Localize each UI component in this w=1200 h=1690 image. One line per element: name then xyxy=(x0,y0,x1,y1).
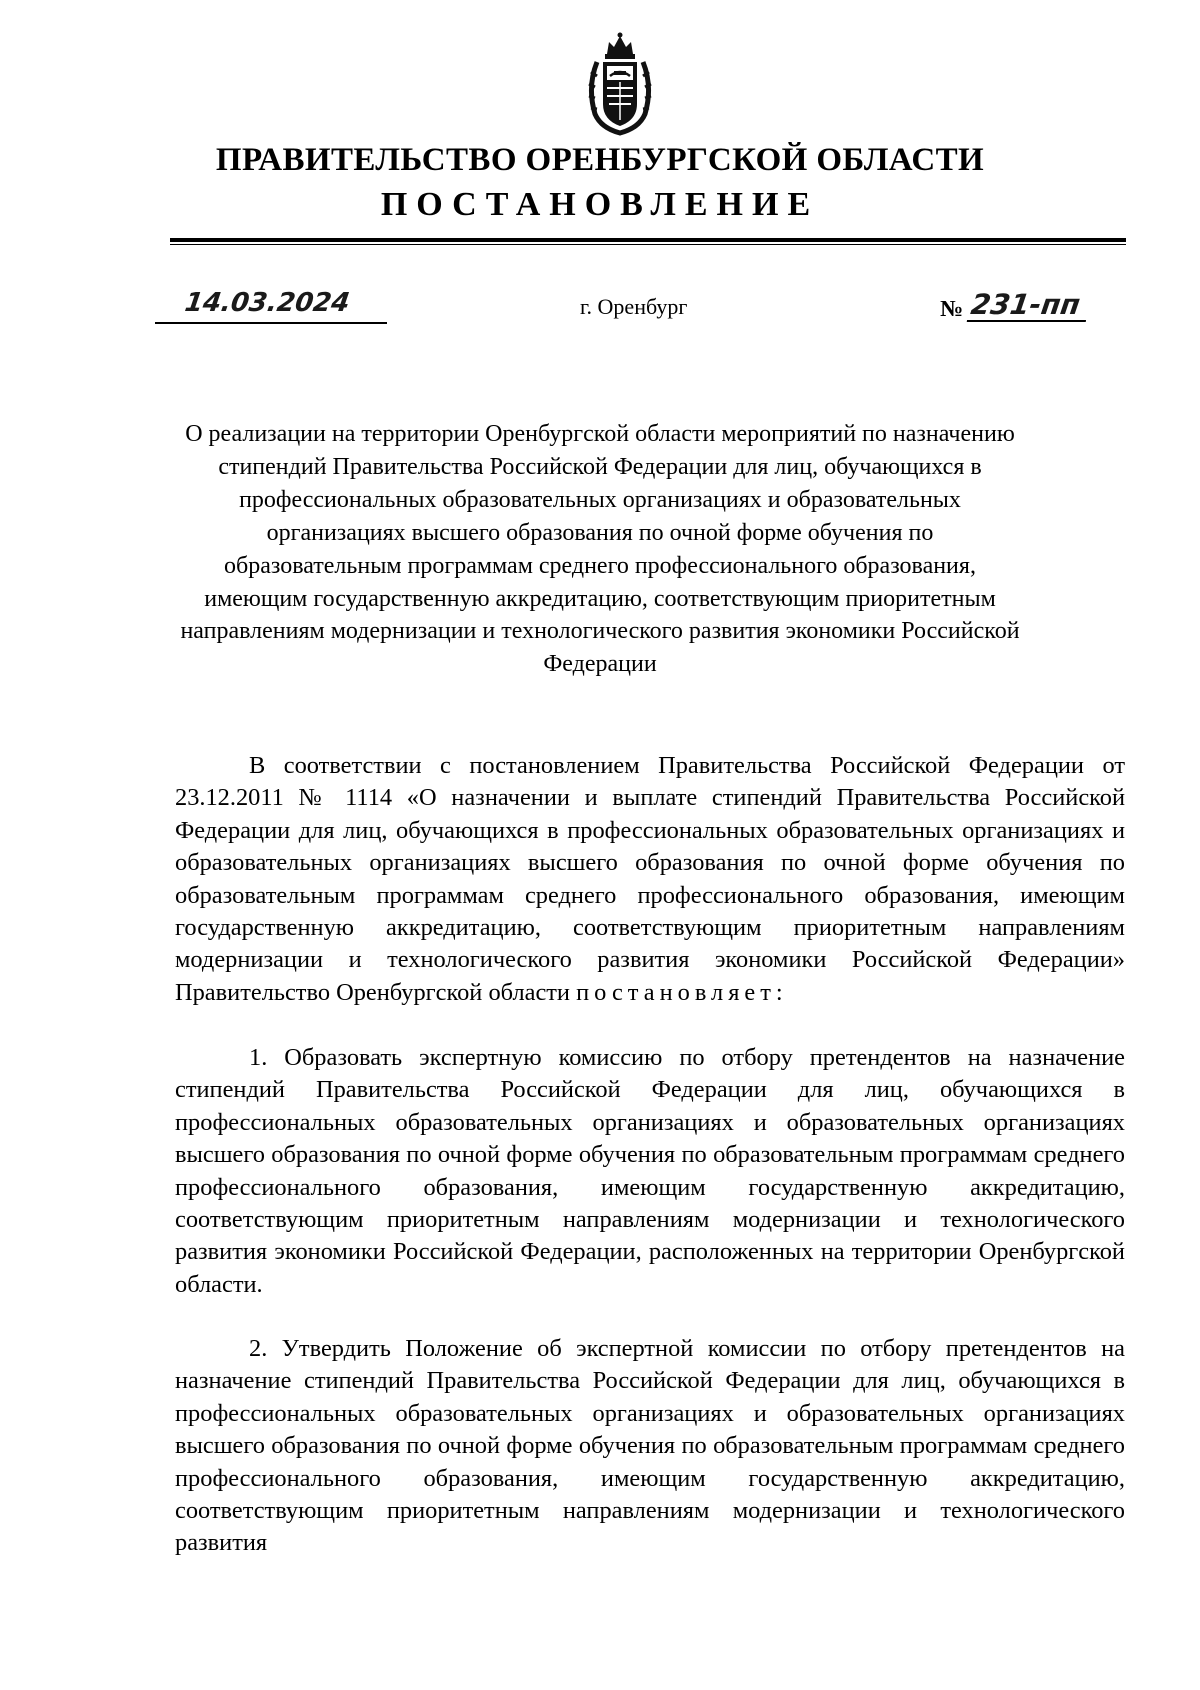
preamble-text: В соответствии с постановлением Правительства Российской Федерации от 23.12.2011 № 1114 «О назначении и выплате стипендий Правительства Российской Федерации для лиц, обучающихся в профессиональных образовательных организациях и образовательных организациях высшего образования по очной форме обучения по образовательным программам среднего профессионального образования, имеющим государственную аккредитацию, соответствующим приоритетным направлениям модернизации и технологического развития экономики Российской Федерации» Правительство Оренбургской области xyxy=(175,752,1125,1006)
item-1-paragraph: 1. Образовать экспертную комиссию по отбору претендентов на назначение стипендий Правительства Российской Федерации для лиц, обучающихся в профессиональных образовательных организациях и образовательных организациях высшего образования по очной форме обучения по образовательным программам среднего профессионального образования, имеющим государственную аккредитацию, соответствующим приоритетным направлениям модернизации и технологического развития экономики Российской Федерации, расположенных на территории Оренбургской области. xyxy=(175,1044,1125,1298)
document-subject: О реализации на территории Оренбургской области мероприятий по назначению стипендий Правительства Российской Федерации для лиц, обучающихся в профессиональных образовательных организациях и образовательных организациях высшего образования по очной форме обучения по образовательным программам среднего профессионального образования, имеющим государственную аккредитацию, соответствующим приоритетным направлениям модернизации и технологического развития экономики Российской Федерации xyxy=(180,421,1020,678)
handwritten-date: 14.03.2024 xyxy=(182,288,352,318)
document-number xyxy=(940,290,1088,324)
coat-of-arms-icon xyxy=(583,32,657,136)
decree-word: постановляет: xyxy=(576,978,788,1006)
document-city: г. Оренбург xyxy=(580,294,688,319)
date-underline xyxy=(155,322,387,324)
item-2-paragraph: 2. Утвердить Положение об экспертной комиссии по отбору претендентов на назначение стипендий Правительства Российской Федерации для лиц, обучающихся в профессиональных образовательных организациях и образовательных организациях высшего образования по очной форме обучения по образовательным программам среднего профессионального образования, имеющим государственную аккредитацию, соответствующим приоритетным направлениям модернизации и технологического развития xyxy=(175,1335,1125,1557)
preamble-paragraph xyxy=(175,750,1125,1009)
document-type-title: ПОСТАНОВЛЕНИЕ xyxy=(380,186,820,223)
header-divider-thick xyxy=(170,238,1126,242)
number-sign: № xyxy=(940,296,964,321)
handwritten-number: 231-пп xyxy=(967,290,1090,322)
document-date xyxy=(155,290,387,324)
government-title: ПРАВИТЕЛЬСТВО ОРЕНБУРГСКОЙ ОБЛАСТИ xyxy=(215,142,985,178)
header-divider-thin xyxy=(170,244,1126,245)
